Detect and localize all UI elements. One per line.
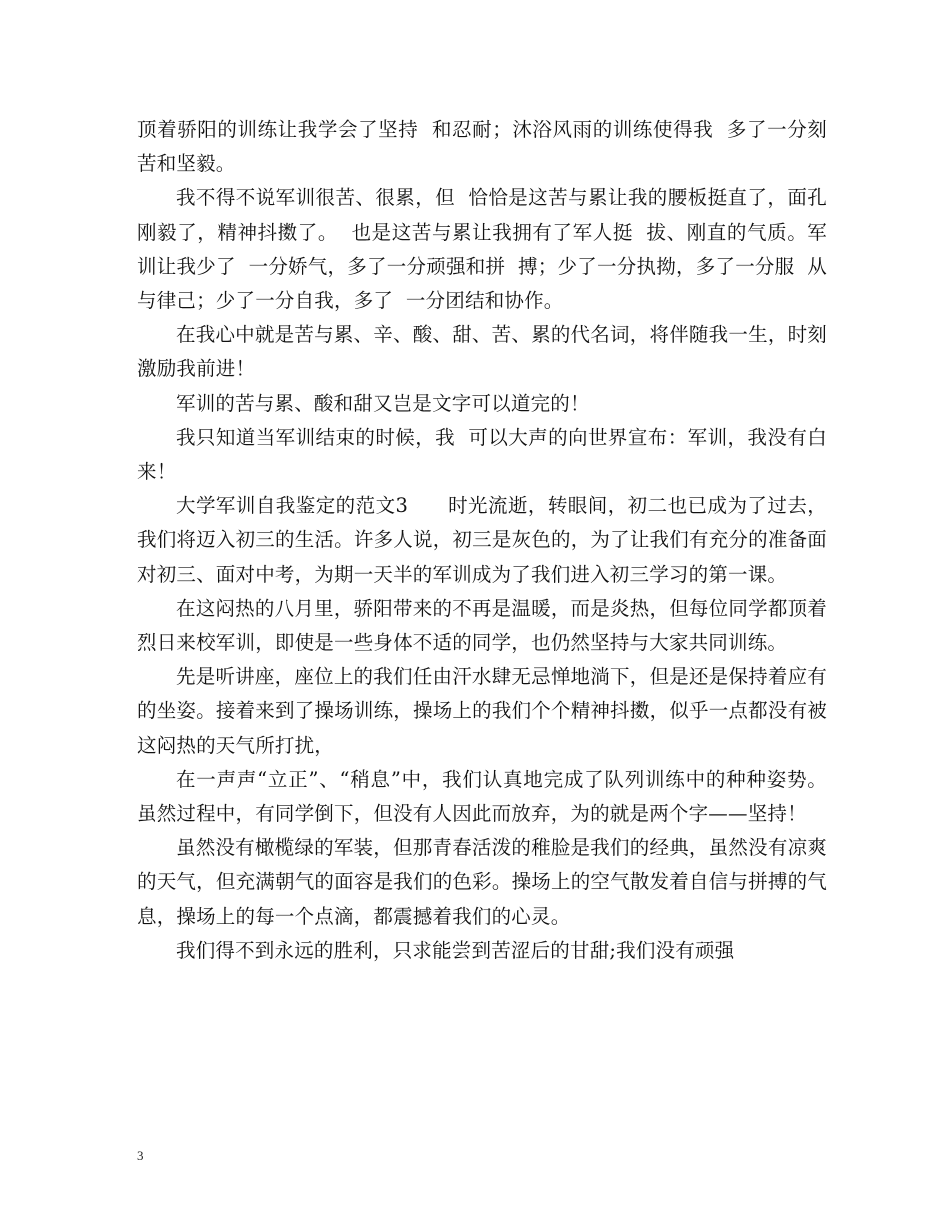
paragraph-11: 我们得不到永远的胜利，只求能尝到苦涩后的甘甜;我们没有顽强 xyxy=(176,938,735,962)
paragraph-7: 在这闷热的八月里，骄阳带来的不再是温暖，而是炎热，但每位同学都顶着烈日来校军训，即使是一些身体不适的同学，也仍然坚持与大家共同训练。 xyxy=(137,596,827,655)
paragraph-3: 在我心中就是苦与累、辛、酸、甜、苦、累的代名词，将伴随我一生，时刻激励我前进！ xyxy=(137,323,827,381)
paragraph-5: 我只知道当军训结束的时候，我 可以大声的向世界宣布：军训，我没有白来！ xyxy=(137,425,827,484)
paragraph-9: 在一声声“立正”、“稍息”中，我们认真地完成了队列训练中的种种姿势。虽然过程中，有同学倒下，但没有人因此而放弃，为的就是两个字——坚持！ xyxy=(137,767,827,826)
paragraph-1: 顶着骄阳的训练让我学会了坚持 和忍耐；沐浴风雨的训练使得我 多了一分刻苦和坚毅。 xyxy=(137,118,827,176)
page-number: 3 xyxy=(137,1148,144,1163)
paragraph-10: 虽然没有橄榄绿的军装，但那青春活泼的稚脸是我们的经典，虽然没有凉爽的天气，但充满朝气的面容是我们的色彩。操场上的空气散发着自信与拼搏的气息，操场上的每一个点滴，都震撼着我们的心灵。 xyxy=(137,836,827,928)
paragraph-6: 大学军训自我鉴定的范文3 时光流逝，转眼间，初二也已成为了过去，我们将迈入初三的生活。许多人说，初三是灰色的，为了让我们有充分的准备面对初三、面对中考，为期一天半的军训成为了我们进入初三学习的第一课。 xyxy=(137,494,827,586)
document-body xyxy=(137,113,827,968)
paragraph-4: 军训的苦与累、酸和甜又岂是文字可以道完的！ xyxy=(176,391,590,415)
paragraph-2: 我不得不说军训很苦、很累，但 恰恰是这苦与累让我的腰板挺直了，面孔刚毅了，精神抖擞了。 也是这苦与累让我拥有了军人挺 拔、刚直的气质。军训让我少了 一分娇气，多了一分顽强和拼 搏；少了一分执拗，多了一分服 从与律己；少了一分自我，多了 一分团结和协作。 xyxy=(137,186,827,313)
paragraph-8: 先是听讲座，座位上的我们任由汗水肆无忌惮地淌下，但是还是保持着应有的坐姿。接着来到了操场训练，操场上的我们个个精神抖擞，似乎一点都没有被这闷热的天气所打扰， xyxy=(137,665,827,757)
